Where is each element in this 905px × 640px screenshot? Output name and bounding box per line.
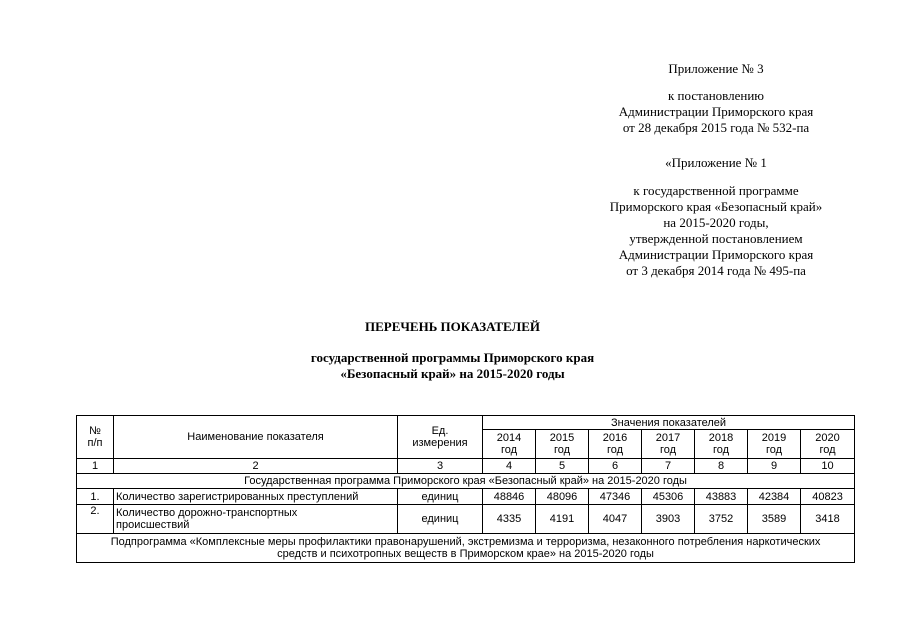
header-num: № п/п xyxy=(77,416,114,459)
year-cell: 2014 год xyxy=(483,430,536,459)
appendix-resolution-reference xyxy=(588,88,844,136)
value-cell: 40823 xyxy=(801,489,855,505)
page-title xyxy=(0,319,905,335)
value-cell: 43883 xyxy=(695,489,748,505)
appendix-line: от 28 декабря 2015 года № 532-па xyxy=(622,120,810,135)
program-title: Государственная программа Приморского края «Безопасный край» на 2015-2020 годы xyxy=(77,474,855,489)
value-cell: 4191 xyxy=(536,505,589,534)
value-cell: 42384 xyxy=(748,489,801,505)
header-name: Наименование показателя xyxy=(114,416,398,459)
row-num: 1. xyxy=(77,489,114,505)
index-cell: 6 xyxy=(589,459,642,474)
value-cell: 3752 xyxy=(695,505,748,534)
table-row xyxy=(77,489,855,505)
value-cell: 48846 xyxy=(483,489,536,505)
appendix-line: Приморского края «Безопасный край» xyxy=(609,199,823,214)
appendix-line: от 3 декабря 2014 года № 495-па xyxy=(626,263,806,278)
appendix-original-number xyxy=(588,155,844,171)
value-cell: 47346 xyxy=(589,489,642,505)
header-row xyxy=(77,416,855,430)
title-sub-line: государственной программы Приморского края xyxy=(310,350,595,365)
title-main: ПЕРЕЧЕНЬ ПОКАЗАТЕЛЕЙ xyxy=(364,319,541,334)
value-cell: 3903 xyxy=(642,505,695,534)
appendix-line: Администрации Приморского края xyxy=(618,247,814,262)
value-cell: 48096 xyxy=(536,489,589,505)
row-num: 2. xyxy=(77,505,114,534)
appendix-line: на 2015-2020 годы, xyxy=(663,215,769,230)
index-cell: 8 xyxy=(695,459,748,474)
indicators-table xyxy=(76,415,855,563)
appendix-line: к государственной программе xyxy=(633,183,799,198)
header-values: Значения показателей xyxy=(483,416,855,430)
index-cell: 10 xyxy=(801,459,855,474)
page-subtitle xyxy=(0,350,905,382)
index-row xyxy=(77,459,855,474)
value-cell: 3589 xyxy=(748,505,801,534)
value-cell: 3418 xyxy=(801,505,855,534)
year-cell: 2020 год xyxy=(801,430,855,459)
year-cell: 2016 год xyxy=(589,430,642,459)
index-cell: 9 xyxy=(748,459,801,474)
row-name: Количество дорожно-транспортных происшествий xyxy=(114,505,398,534)
year-cell: 2017 год xyxy=(642,430,695,459)
title-sub-line: «Безопасный край» на 2015-2020 годы xyxy=(340,366,565,381)
index-cell: 3 xyxy=(398,459,483,474)
appendix-program-reference xyxy=(588,183,844,279)
index-cell: 7 xyxy=(642,459,695,474)
row-unit: единиц xyxy=(398,505,483,534)
appendix-number xyxy=(588,61,844,77)
index-cell: 1 xyxy=(77,459,114,474)
subprogram-row xyxy=(77,534,855,563)
appendix-line: к постановлению xyxy=(667,88,765,103)
table-row xyxy=(77,505,855,534)
appendix-line: «Приложение № 1 xyxy=(665,155,767,170)
value-cell: 4335 xyxy=(483,505,536,534)
header-unit: Ед. измерения xyxy=(398,416,483,459)
value-cell: 45306 xyxy=(642,489,695,505)
appendix-line: утвержденной постановлением xyxy=(629,231,803,246)
value-cell: 4047 xyxy=(589,505,642,534)
index-cell: 5 xyxy=(536,459,589,474)
appendix-line: Приложение № 3 xyxy=(668,61,764,76)
program-row xyxy=(77,474,855,489)
index-cell: 2 xyxy=(114,459,398,474)
year-cell: 2015 год xyxy=(536,430,589,459)
year-cell: 2018 год xyxy=(695,430,748,459)
year-cell: 2019 год xyxy=(748,430,801,459)
appendix-line: Администрации Приморского края xyxy=(618,104,814,119)
row-unit: единиц xyxy=(398,489,483,505)
subprogram-title: Подпрограмма «Комплексные меры профилактики правонарушений, экстремизма и терроризма, незаконного потребления наркотических средств и психотропных веществ в Приморском крае» на 2015-2020 годы xyxy=(77,534,855,563)
row-name: Количество зарегистрированных преступлений xyxy=(114,489,398,505)
index-cell: 4 xyxy=(483,459,536,474)
